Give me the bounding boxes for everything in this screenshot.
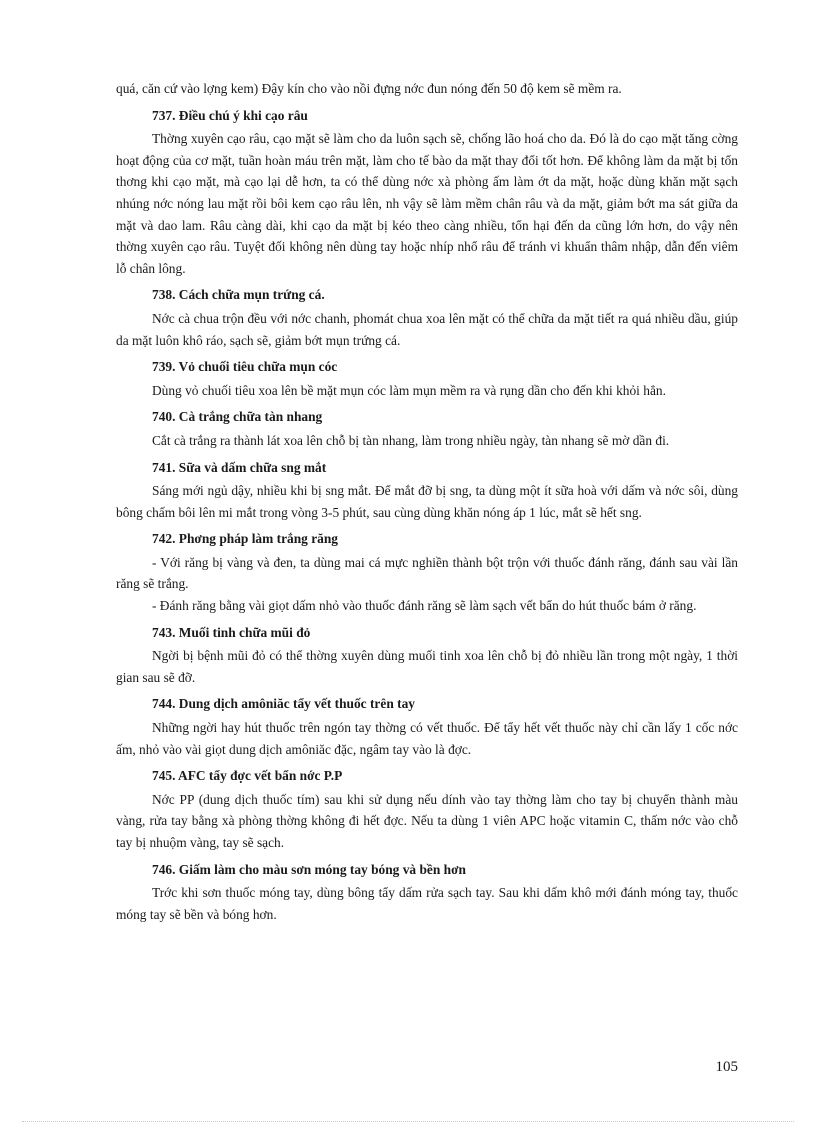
section-paragraph: Cắt cà trắng ra thành lát xoa lên chỗ bị tàn nhang, làm trong nhiều ngày, tàn nhang sẽ mờ dần đi. [152,432,670,448]
section-744 [116,693,738,760]
section-paragraph: Những ngời hay hút thuốc trên ngón tay thờng có vết thuốc. Để tẩy hết vết thuốc này chỉ cần lấy 1 cốc nớc ấm, nhỏ vào vài giọt dung dịch amôniăc đặc, ngâm tay vào là đợc. [116,720,738,757]
section-741 [116,457,738,524]
section-paragraph: Nớc PP (dung dịch thuốc tím) sau khi sử dụng nếu dính vào tay thờng làm cho tay bị chuyển thành màu vàng, rửa tay bằng xà phòng thờng không đi hết đợc. Nếu ta dùng 1 viên APC hoặc vitamin C, thấm nớc vào chỗ tay bị nhuộm vàng, tay sẽ sạch. [116,791,738,850]
section-title: 738. Cách chữa mụn trứng cá. [152,287,325,303]
section-paragraph: Trớc khi sơn thuốc móng tay, dùng bông tẩy dấm rửa sạch tay. Sau khi dấm khô mới đánh móng tay, thuốc móng tay sẽ bền và bóng hơn. [116,885,738,922]
section-746 [116,859,738,926]
section-title: 745. AFC tẩy đợc vết bẩn nớc P.P [152,768,343,784]
section-title: 746. Giấm làm cho màu sơn móng tay bóng và bền hơn [152,861,466,877]
section-title: 743. Muối tinh chữa mũi đỏ [152,624,311,640]
section-paragraph: Dùng vỏ chuối tiêu xoa lên bề mặt mụn cóc làm mụn mềm ra và rụng dần cho đến khi khỏi hẳn. [152,382,666,398]
section-paragraph: Thờng xuyên cạo râu, cạo mặt sẽ làm cho da luôn sạch sẽ, chống lão hoá cho da. Đó là do cạo mặt tăng cờng hoạt động của cơ mặt, tuần hoàn máu trên mặt, làm cho tế bào da mặt thay đổi tốt hơn. Để không làm da mặt bị tổn thơng khi cạo mặt, mà cạo lại dễ hơn, ta có thể dùng nớc xà phòng ấm làm ớt da mặt, hoặc dùng khăn mặt sạch nhúng nớc nóng lau mặt rồi bôi kem cạo râu lên, nh vậy sẽ làm mềm chân râu và da mặt, giảm bớt ma sát giữa da mặt và dao lam. Râu càng dài, khi cạo da mặt bị kéo theo càng nhiều, tổn hại đến da cũng lớn hơn, do vậy nên thờng xuyên cạo râu. Tuyệt đối không nên dùng tay hoặc nhíp nhổ râu để tránh vi khuẩn thâm nhập, dẫn đến viêm lỗ chân lông. [116,131,738,276]
section-paragraph: - Đánh răng bằng vài giọt dấm nhỏ vào thuốc đánh răng sẽ làm sạch vết bẩn do hút thuốc bám ở răng. [152,598,697,614]
page-bottom-divider [22,1121,794,1122]
section-paragraph: - Với răng bị vàng và đen, ta dùng mai cá mực nghiền thành bột trộn với thuốc đánh răng, đánh sau vài lần răng sẽ trắng. [116,554,738,592]
section-743 [116,622,738,689]
section-title: 742. Phơng pháp làm trắng răng [152,531,338,547]
section-paragraph: Ngời bị bệnh mũi đỏ có thể thờng xuyên dùng muối tinh xoa lên chỗ bị đỏ nhiều lần trong một ngày, 1 thời gian sau sẽ đỡ. [116,648,738,685]
section-title: 740. Cà trắng chữa tàn nhang [152,409,323,425]
page-number: 105 [715,1059,738,1075]
page-body [116,78,738,930]
section-737 [116,105,738,280]
section-paragraph: Nớc cà chua trộn đều với nớc chanh, phomát chua xoa lên mặt có thể chữa da mặt tiết ra quá nhiều dầu, giúp da mặt luôn khô ráo, sạch sẽ, giảm bớt mụn trứng cá. [116,310,738,348]
section-title: 744. Dung dịch amôniăc tẩy vết thuốc trên tay [152,696,415,712]
intro-paragraph: quá, căn cứ vào lợng kem) Đậy kín cho vào nồi đựng nớc đun nóng đến 50 độ kem sẽ mềm ra. [116,81,622,96]
section-title: 741. Sữa và dấm chữa sng mắt [152,459,327,475]
section-title: 737. Điều chú ý khi cạo râu [152,107,308,123]
section-745 [116,765,738,853]
section-742 [116,528,738,616]
section-739 [116,356,738,401]
section-738 [116,284,738,351]
section-740 [116,406,738,451]
section-title: 739. Vỏ chuối tiêu chữa mụn cóc [152,359,338,375]
section-paragraph: Sáng mới ngủ dậy, nhiều khi bị sng mắt. Để mắt đỡ bị sng, ta dùng một ít sữa hoà với dấm và nớc sôi, dùng bông chấm bôi lên mi mắt trong vòng 3-5 phút, sau cùng dùng khăn nóng áp 1 lúc, mắt sẽ hết sng. [116,483,738,520]
